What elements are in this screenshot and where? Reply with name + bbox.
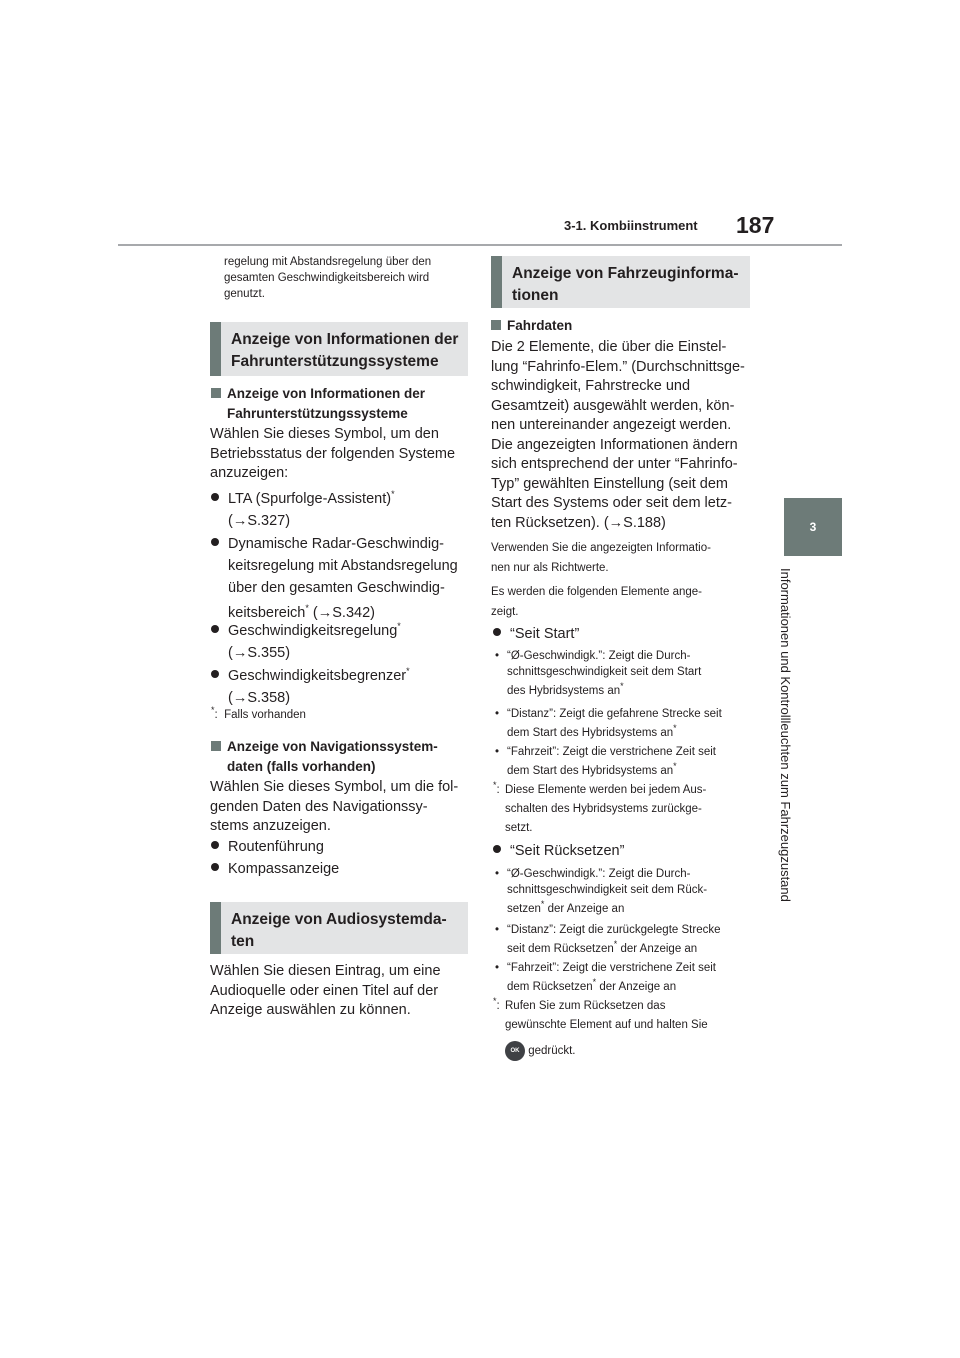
bullet-icon: [211, 625, 219, 633]
subheading-navigation: Anzeige von Navigationssystem- daten (falls vorhanden): [211, 737, 471, 777]
seit-ruecksetzen-details: [493, 866, 755, 1061]
bullet-icon: [211, 863, 219, 871]
square-bullet-icon: [211, 388, 221, 398]
list-item: • “Distanz”: Zeigt die zurückgelegte Strecke seit dem Rücksetzen* der Anzeige an: [495, 924, 721, 955]
chapter-title-vertical: [773, 568, 813, 928]
bullet-icon: [493, 628, 501, 636]
list-item-geschwindigkeitsbegrenzer: Geschwindigkeitsbegrenzer* (→S.358): [211, 665, 471, 709]
note-richtwerte: Verwenden Sie die angezeigten Informatio- nen nur als Richtwerte.: [491, 542, 711, 574]
list-item-seit-ruecksetzen: “Seit Rücksetzen”: [493, 840, 624, 862]
bullet-icon: [211, 538, 219, 546]
note-elemente: Es werden die folgenden Elemente ange- zeigt.: [491, 586, 702, 618]
square-bullet-icon: [491, 320, 501, 330]
list-item-routenfuehrung: Routenführung: [211, 836, 324, 858]
list-item-radar: Dynamische Radar-Geschwindig- keitsregelung mit Abstandsregelung über den gesamten Geschwindig- keitsbereich* (→S.342): [211, 533, 473, 624]
heading-fahrunterstuetzung: Anzeige von Informationen der Fahrunterstützungssysteme: [210, 322, 468, 376]
footnote-seit-ruecksetzen: *: Rufen Sie zum Rücksetzen das gewünschte Element auf und halten Sie OK gedrückt.: [493, 997, 755, 1061]
bullet-icon: [211, 670, 219, 678]
subheading-fahrunterstuetzung: Anzeige von Informationen der Fahrunterstützungssysteme: [211, 384, 471, 424]
seit-start-details: [493, 648, 755, 838]
audio-body: Wählen Sie diesen Eintrag, um eine Audioquelle oder einen Titel auf der Anzeige auswählen zu können.: [210, 963, 441, 1018]
footnote-seit-start: *: Diese Elemente werden bei jedem Aus- schalten des Hybridsystems zurückge- setzt.: [493, 780, 707, 834]
list-item-lta: LTA (Spurfolge-Assistent)* (→S.327): [211, 488, 471, 532]
list-item: • “Distanz”: Zeigt die gefahrene Strecke seit dem Start des Hybridsystems an*: [495, 708, 722, 739]
bullet-icon: [493, 845, 501, 853]
square-bullet-icon: [211, 741, 221, 751]
footnote-left: *: Falls vorhanden: [211, 705, 306, 721]
heading-fahrzeuginformationen: Anzeige von Fahrzeuginforma- tionen: [491, 256, 750, 308]
bullet-icon: [211, 493, 219, 501]
intro-text: regelung mit Abstandsregelung über den gesamten Geschwindigkeitsbereich wird genutzt.: [224, 256, 432, 300]
bullet-icon: [211, 841, 219, 849]
page-number: 187: [736, 212, 775, 238]
subheading-fahrdaten: Fahrdaten: [491, 316, 572, 336]
list-item: • “Ø-Geschwindigk.”: Zeigt die Durch- schnittsgeschwindigkeit seit dem Start des Hybridsystems an*: [495, 650, 702, 697]
list-item: • “Fahrzeit”: Zeigt die verstrichene Zeit seit dem Start des Hybridsystems an*: [495, 746, 716, 777]
list-item: • “Fahrzeit”: Zeigt die verstrichene Zeit seit dem Rücksetzen* der Anzeige an: [495, 962, 716, 993]
sub2-body: Wählen Sie dieses Symbol, um die fol- genden Daten des Navigationssy- stems anzuzeigen.: [210, 779, 459, 834]
chapter-tab: 3: [784, 498, 842, 556]
list-item-kompassanzeige: Kompassanzeige: [211, 858, 339, 880]
list-item-seit-start: “Seit Start”: [493, 623, 579, 645]
fahrdaten-body: Die 2 Elemente, die über die Einstel- lung “Fahrinfo-Elem.” (Durchschnittsge- schwindigkeit, Fahrstrecke und Gesamtzeit) ausgewählt werden, kön- nen untereinander angezeigt werden. Die angezeigten Informationen ändern sich entsprechend der unter “Fahrinfo- Typ” gewählten Einstellung (seit dem Start des Systems oder seit dem letz- ten Rücksetzen). (→S.188): [491, 339, 745, 531]
chapter-title: Informationen und Kontrollleuchten zum Fahrzeugzustand: [778, 568, 793, 902]
section-title: 3-1. Kombiinstrument: [564, 218, 698, 233]
ok-button-icon: OK: [505, 1041, 525, 1061]
header-rule: [118, 244, 842, 246]
sub1-body: Wählen Sie dieses Symbol, um den Betriebsstatus der folgenden Systeme anzuzeigen:: [210, 426, 456, 481]
heading-audiosystem: Anzeige von Audiosystemda- ten: [210, 902, 468, 954]
list-item: • “Ø-Geschwindigk.”: Zeigt die Durch- schnittsgeschwindigkeit seit dem Rück- setzen* der Anzeige an: [495, 868, 708, 915]
list-item-geschwindigkeitsregelung: Geschwindigkeitsregelung* (→S.355): [211, 620, 471, 664]
